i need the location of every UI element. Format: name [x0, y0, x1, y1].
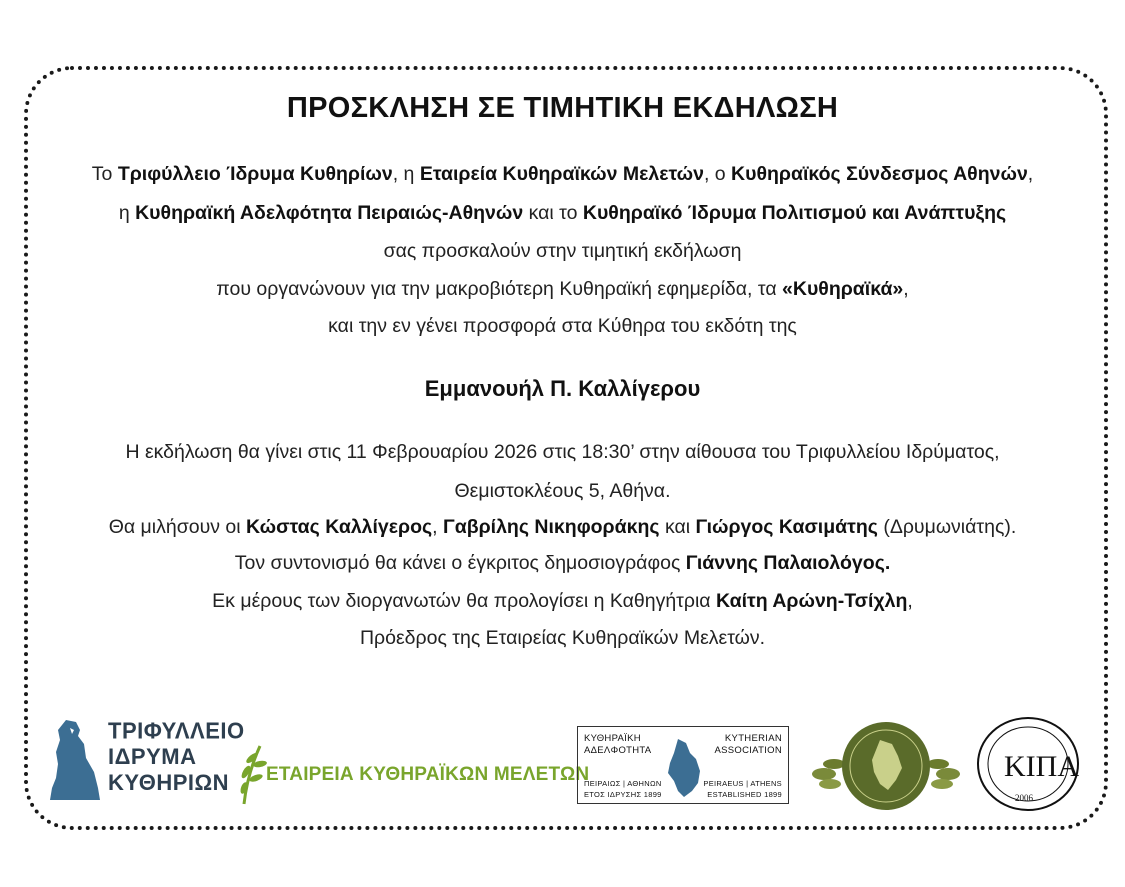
olive-branch-icon — [238, 742, 268, 806]
details-line-4 — [0, 552, 1125, 575]
speaker-2: Γαβρίλης Νικηφοράκης — [443, 516, 660, 538]
details-line-6: Πρόεδρος της Εταιρείας Κυθηραϊκών Μελετών. — [359, 627, 766, 649]
details-line-1: Η εκδήλωση θα γίνει στις 11 Φεβρουαρίου 2026 στις 18:30’ στην αίθουσα του Τριφυλλείου Ιδρύματος, — [125, 441, 1000, 463]
newspaper-name: «Κυθηραϊκά» — [782, 278, 904, 300]
text: , η — [392, 163, 420, 185]
logo-etaireia — [238, 742, 590, 806]
host-professor: Καίτη Αρώνη-Τσίχλη — [716, 590, 908, 612]
org-kiap: Κυθηραϊκό Ίδρυμα Πολιτισμού και Ανάπτυξης — [582, 202, 1007, 224]
text: Το — [91, 163, 118, 185]
logo-kiap-seal — [976, 716, 1080, 812]
kythira-island-icon — [664, 737, 704, 799]
logo-adelfotita — [577, 726, 789, 804]
details-line-3 — [0, 516, 1125, 539]
details-line-5 — [0, 590, 1125, 613]
text: και το — [523, 202, 583, 224]
org-etaireia: Εταιρεία Κυθηραϊκών Μελετών — [419, 163, 704, 185]
logo-text: ΤΡΙΦΥΛΛΕΙΟ — [108, 717, 245, 744]
text: Θα μιλήσουν οι — [108, 516, 247, 538]
intro-line-3: σας προσκαλούν στην τιμητική εκδήλωση — [383, 240, 742, 262]
text: , — [1027, 163, 1034, 185]
logo-text: ΚΥΘΗΡΙΩΝ — [108, 770, 230, 795]
logo-trifylleio — [46, 718, 246, 802]
logo-text: ASSOCIATION — [714, 745, 782, 756]
intro-line-5: και την εν γένει προσφορά στα Κύθηρα του εκδότη της — [328, 315, 797, 337]
speaker-1: Κώστας Καλλίγερος — [246, 516, 433, 538]
intro-line-2 — [0, 202, 1125, 225]
text: που οργανώνουν για την μακροβιότερη Κυθηραϊκή εφημερίδα, τα — [216, 278, 783, 300]
seal-year: 2006 — [1015, 793, 1033, 803]
org-trifylleio: Τριφύλλειο Ίδρυμα Κυθηρίων — [117, 163, 393, 185]
seal-monogram: ΚΙΠΑ — [1004, 750, 1079, 783]
logo-text: ΚΥΘΗΡΑΪΚΗ — [584, 733, 641, 744]
intro-line-1 — [0, 163, 1125, 186]
speaker-3: Γιώργος Κασιμάτης — [695, 516, 878, 538]
logo-text: PEIRAEUS | ATHENS — [703, 779, 782, 788]
logo-text: ΕΤΟΣ ΙΔΡΥΣΗΣ 1899 — [584, 790, 662, 799]
text: Τον συντονισμό θα κάνει ο έγκριτος δημοσιογράφος — [234, 552, 686, 574]
org-adelfotita: Κυθηραϊκή Αδελφότητα Πειραιώς-Αθηνών — [135, 202, 524, 224]
text: η — [118, 202, 136, 224]
text: (Δρυμωνιάτης). — [877, 516, 1017, 538]
moderator: Γιάννης Παλαιολόγος. — [685, 552, 891, 574]
logo-text: KYTHERIAN — [724, 733, 782, 744]
honoree-name: Εμμανουήλ Π. Καλλίγερου — [424, 376, 701, 401]
details-line-2: Θεμιστοκλέους 5, Αθήνα. — [454, 480, 671, 502]
text: , — [903, 278, 909, 300]
text: , ο — [703, 163, 732, 185]
logo-text: ΑΔΕΛΦΟΤΗΤΑ — [584, 745, 652, 756]
text: , — [432, 516, 443, 538]
org-syndesmos: Κυθηραϊκός Σύνδεσμος Αθηνών — [731, 163, 1028, 185]
invitation-title: ΠΡΟΣΚΛΗΣΗ ΣΕ ΤΙΜΗΤΙΚΗ ΕΚΔΗΛΩΣΗ — [286, 92, 839, 124]
logo-syndesmos-seal — [810, 720, 962, 812]
intro-line-4 — [0, 278, 1125, 301]
text: και — [659, 516, 696, 538]
logo-text: ΠΕΙΡΑΙΩΣ | ΑΘΗΝΩΝ — [584, 779, 662, 788]
dog-statue-icon — [46, 718, 106, 802]
text: Εκ μέρους των διοργανωτών θα προλογίσει η Καθηγήτρια — [212, 590, 716, 612]
logo-text: ΙΔΡΥΜΑ — [108, 744, 197, 769]
logo-text: ESTABLISHED 1899 — [707, 790, 782, 799]
text: , — [907, 590, 913, 612]
logo-text: ΕΤΑΙΡΕΙΑ ΚΥΘΗΡΑΪΚΩΝ ΜΕΛΕΤΩΝ — [266, 764, 590, 785]
